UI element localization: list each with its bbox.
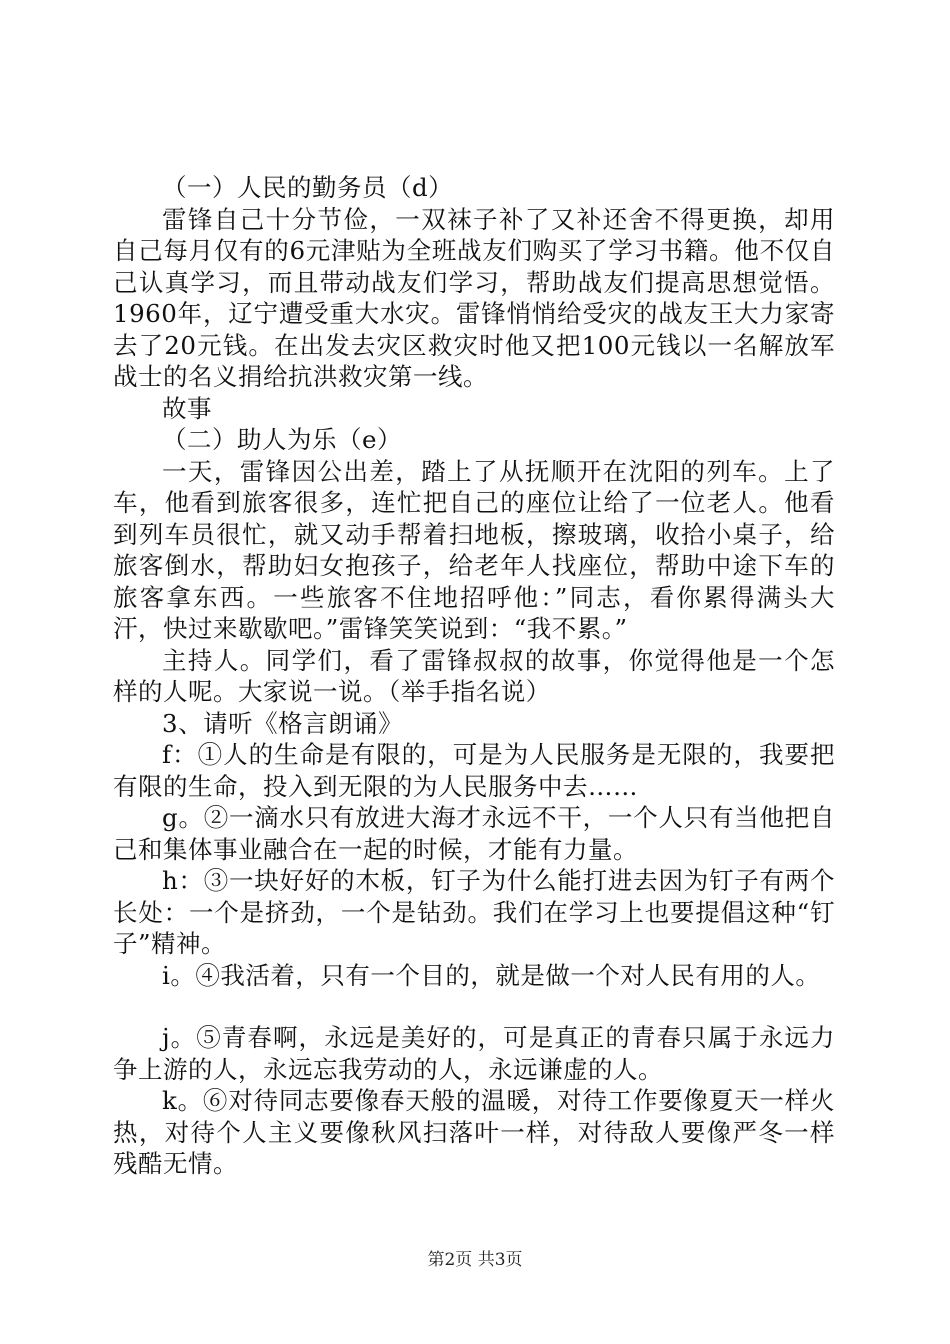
section-heading-2: （二）助人为乐（e） [162, 425, 402, 454]
quote-i: i。④我活着，只有一个目的，就是做一个对人民有用的人。 [162, 960, 821, 990]
quote-g: g。②一滴水只有放进大海才永远不干，一个人只有当他把自己和集体事业融合在一起的时候，才能有力量。 [113, 803, 835, 864]
document-body [113, 172, 835, 1180]
paragraph-story-2: 一天，雷锋因公出差，踏上了从抚顺开在沈阳的列车。上了车，他看到旅客很多，连忙把自己的座位让给了一位老人。他看到列车员很忙，就又动手帮着扫地板，擦玻璃，收拾小桌子，给旅客倒水，帮助妇女抱孩子，给老年人找座位，帮助中途下车的旅客拿东西。一些旅客不住地招呼他：”同志，看你累得满头大汗，快过来歇歇吧。”雷锋笑笑说到：“我不累。” [113, 456, 835, 643]
paragraph-story-1: 雷锋自己十分节俭，一双袜子补了又补还舍不得更换，却用自己每月仅有的6元津贴为全班战友们购买了学习书籍。他不仅自己认真学习，而且带动战友们学习，帮助战友们提高思想觉悟。1960年，辽宁遭受重大水灾。雷锋悄悄给受灾的战友王大力家寄去了20元钱。在出发去灾区救灾时他又把100元钱以一名解放军战士的名义捐给抗洪救灾第一线。 [113, 204, 835, 391]
page-number: 第2页 共3页 [427, 1250, 523, 1270]
quote-k: k。⑥对待同志要像春天般的温暖，对待工作要像夏天一样火热，对待个人主义要像秋风扫落叶一样，对待敌人要像严冬一样残酷无情。 [113, 1086, 835, 1178]
quote-j: j。⑤青春啊，永远是美好的，可是真正的青春只属于永远力争上游的人，永远忘我劳动的人，永远谦虚的人。 [113, 1023, 835, 1084]
section-heading-3: 3、请听《格言朗诵》 [162, 708, 404, 738]
paragraph-host: 主持人。同学们，看了雷锋叔叔的故事，你觉得他是一个怎样的人呢。大家说一说。（举手指名说） [113, 645, 835, 706]
section-heading-1: （一）人民的勤务员（d） [162, 173, 454, 202]
paragraph-label: 故事 [162, 393, 212, 423]
quote-f: f：①人的生命是有限的，可是为人民服务是无限的，我要把有限的生命，投入到无限的为人民服务中去…… [113, 740, 835, 801]
quote-h: h：③一块好好的木板，钉子为什么能打进去因为钉子有两个长处：一个是挤劲，一个是钻劲。我们在学习上也要提倡这种“钉子”精神。 [113, 866, 835, 958]
